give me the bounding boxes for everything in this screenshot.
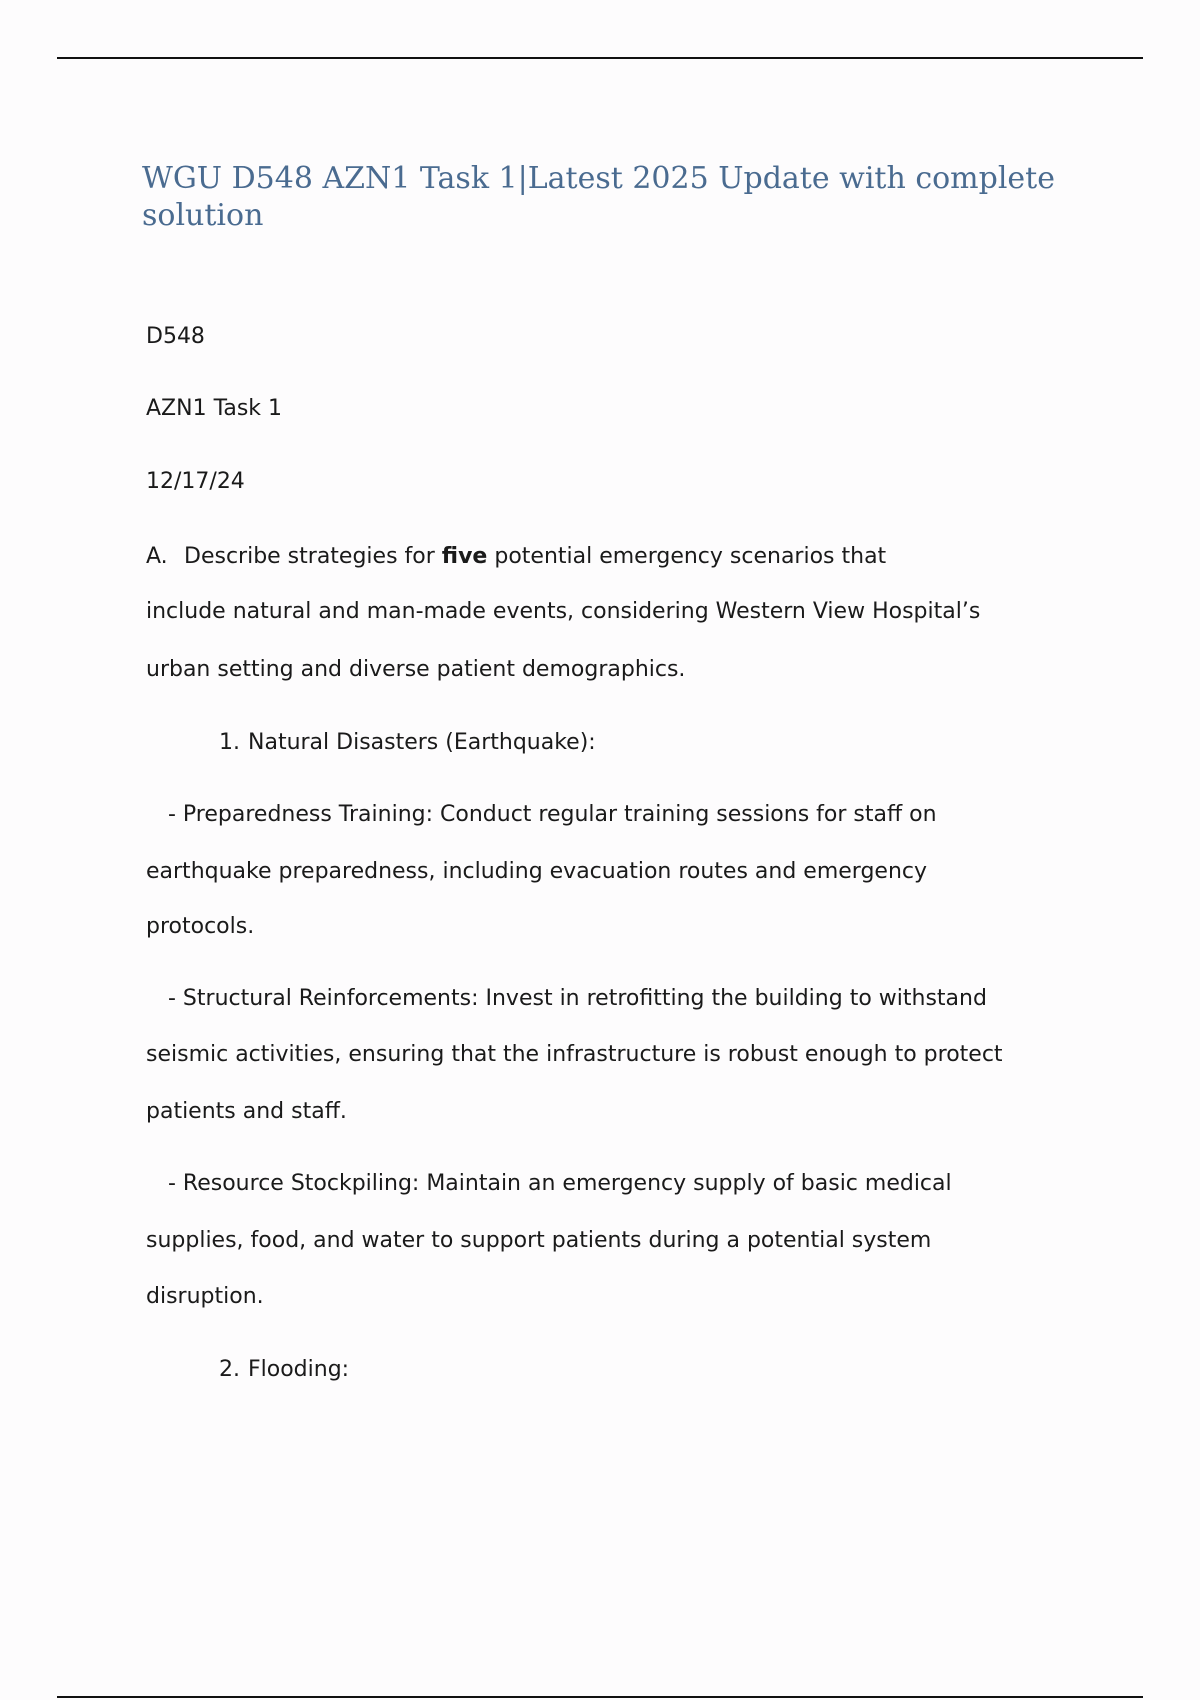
scenario-2-title: Flooding:: [248, 1357, 350, 1382]
scenario-2-heading: [219, 1355, 349, 1385]
section-a-prompt-before: Describe strategies for: [184, 544, 442, 569]
bullet-structural-line-3: patients and staff.: [146, 1099, 347, 1124]
bullet-structural-line-2: seismic activities, ensuring that the infrastructure is robust enough to protect: [146, 1042, 1003, 1067]
section-a-prompt-line-1: [146, 542, 886, 572]
section-a-prompt-after: potential emergency scenarios that: [487, 544, 887, 569]
section-a-prompt-line-2: include natural and man-made events, considering Western View Hospital’s: [146, 599, 981, 624]
bullet-stockpiling-line-1: - Resource Stockpiling: Maintain an emergency supply of basic medical: [168, 1171, 952, 1196]
section-a-prompt-line-3: urban setting and diverse patient demographics.: [146, 657, 686, 682]
scenario-1-number: 1.: [219, 730, 240, 755]
bullet-preparedness-line-3: protocols.: [146, 914, 255, 939]
bullet-stockpiling-line-3: disruption.: [146, 1284, 264, 1309]
task-name: AZN1 Task 1: [146, 396, 283, 421]
scenario-2-number: 2.: [219, 1357, 240, 1382]
section-a-prompt-bold: five: [441, 544, 488, 569]
document-date: 12/17/24: [146, 469, 245, 494]
bullet-preparedness-line-1: - Preparedness Training: Conduct regular training sessions for staff on: [168, 802, 937, 827]
bullet-preparedness-line-2: earthquake preparedness, including evacuation routes and emergency: [146, 859, 928, 884]
scenario-1-title: Natural Disasters (Earthquake):: [248, 730, 596, 755]
section-a-letter: A.: [146, 544, 168, 569]
document-title: WGU D548 AZN1 Task 1|Latest 2025 Update with complete solution: [142, 161, 1055, 233]
top-rule: [57, 57, 1143, 59]
course-code: D548: [146, 324, 205, 349]
bottom-rule: [57, 1696, 1143, 1698]
bullet-stockpiling-line-2: supplies, food, and water to support patients during a potential system: [146, 1228, 932, 1253]
bullet-structural-line-1: - Structural Reinforcements: Invest in retrofitting the building to withstand: [168, 986, 987, 1011]
scenario-1-heading: [219, 728, 596, 758]
